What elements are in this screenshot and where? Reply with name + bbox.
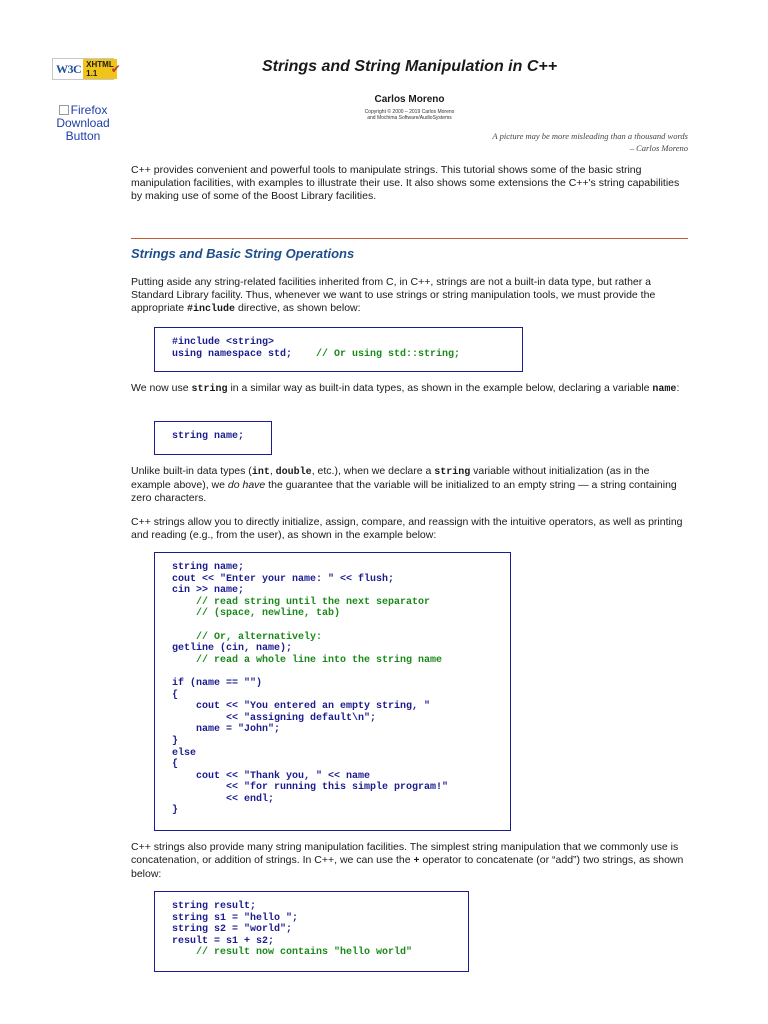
p5-text-after: operator to concatenate (or “add”) two strings, as shown below: [131, 854, 684, 880]
code-line [172, 690, 494, 702]
xhtml-version: 1.1 [86, 69, 98, 78]
epigraph-quote: A picture may be more misleading than a thousand words [492, 131, 688, 141]
p5-text-before: C++ strings also provide many string manipulation facilities. The simplest string manipulation that we commonly use is concatenation, or addition of strings. In C++, we can use the [131, 841, 679, 866]
code-line [172, 620, 494, 632]
p3-inline-code-int: int [251, 467, 270, 478]
code-comment: // result now contains "hello world" [196, 947, 413, 959]
code-line [172, 337, 506, 349]
code-line [172, 632, 494, 644]
code-text: getline (cin, name); [172, 643, 293, 655]
code-text: cout << "You entered an empty string, " [172, 701, 431, 713]
code-text: name = "John"; [172, 724, 281, 736]
code-text [172, 597, 196, 608]
p2-inline-code-name: name [652, 384, 677, 395]
xhtml-label: XHTML [86, 60, 114, 69]
p3-text-before: Unlike built-in data types ( [131, 465, 252, 477]
epigraph-author: – Carlos Moreno [629, 143, 688, 153]
p1-text-before: Putting aside any string-related facilities inherited from C, in C++, strings are not a built-in data type, but rather a Standard Library facility. Thus, whenever we want to use strings or string manipulation tools, we must provide the appropriate [131, 276, 656, 314]
code-line [172, 597, 494, 609]
section-divider [131, 238, 688, 239]
code-block-io-example [154, 552, 511, 831]
paragraph-concatenation [131, 841, 691, 881]
p2-text-after: : [676, 382, 680, 394]
p2-inline-code-string: string [191, 384, 228, 395]
code-line [172, 349, 506, 361]
code-comment: // Or using std::string; [316, 348, 461, 360]
code-line [172, 655, 494, 667]
code-text: result = s1 + s2; [172, 935, 275, 947]
code-line [172, 713, 494, 725]
copyright-notice [131, 109, 688, 121]
code-line [172, 585, 494, 597]
code-text: cout << "Thank you, " << name [172, 770, 371, 782]
code-line [172, 771, 494, 783]
paragraph-operators: C++ strings allow you to directly initialize, assign, compare, and reassign with the intuitive operators, as well as printing and reading (e.g., from the user), as shown in the example below: [131, 516, 683, 541]
code-block-include [154, 327, 523, 372]
page-title: Strings and String Manipulation in C++ [261, 58, 558, 75]
section-heading: Strings and Basic String Operations [131, 246, 355, 261]
code-line [172, 901, 452, 913]
intro-paragraph: C++ provides convenient and powerful tools to manipulate strings. This tutorial shows some of the basic string manipulation facilities, with examples to illustrate their use. It also shows some extensions the C++'s string capabilities by making use of some of the Boost Library facilities. [131, 164, 680, 202]
code-line [172, 794, 494, 806]
code-text: string s1 = "hello "; [172, 912, 299, 924]
code-text: } [172, 805, 179, 817]
code-line [172, 947, 452, 959]
code-comment: // read string until the next separator [196, 596, 431, 608]
code-block-declare [154, 421, 272, 455]
paragraph-declare [131, 382, 691, 396]
code-line [172, 913, 452, 925]
code-text: { [172, 689, 179, 701]
code-block-concatenation [154, 891, 469, 972]
epigraph [400, 130, 688, 154]
p3-text-sep: , [269, 465, 276, 477]
code-line [172, 431, 255, 443]
p3-inline-code-double: double [275, 467, 312, 478]
paragraph-include [131, 276, 691, 316]
p1-text-after: directive, as shown below: [235, 302, 361, 314]
code-text: { [172, 759, 179, 771]
code-text: string result; [172, 901, 257, 912]
code-line [172, 608, 494, 620]
code-comment: // read a whole line into the string name [196, 654, 443, 666]
code-text: using namespace std; [172, 348, 317, 360]
code-line [172, 924, 452, 936]
code-text: else [172, 747, 197, 759]
p3-text-after: the guarantee that the variable will be initialized to an empty string — a string containing zero characters. [131, 479, 677, 504]
code-line [172, 748, 494, 760]
code-comment: // (space, newline, tab) [196, 608, 341, 620]
firefox-download-button[interactable] [52, 104, 114, 143]
code-text: << "for running this simple program!" [172, 782, 449, 794]
code-text: string name; [172, 562, 245, 573]
code-text [172, 947, 196, 958]
paragraph-initialization [131, 465, 691, 505]
code-text: cout << "Enter your name: " << flush; [172, 573, 395, 585]
author-name: Carlos Moreno [374, 94, 445, 105]
code-text [172, 608, 196, 619]
code-line [172, 562, 494, 574]
code-comment: // Or, alternatively: [196, 631, 323, 643]
broken-image-icon [59, 105, 69, 115]
code-line [172, 759, 494, 771]
code-text [172, 632, 196, 643]
code-text: } [172, 735, 179, 747]
code-text: #include <string> [172, 337, 275, 348]
copyright-line-2: and Mochima Software/AudioSystems [367, 115, 452, 121]
code-text [172, 655, 196, 666]
p1-inline-code: #include [187, 304, 236, 315]
w3c-xhtml-badge[interactable] [52, 58, 121, 80]
code-text: cin >> name; [172, 585, 245, 597]
code-text: if (name == "") [172, 677, 263, 689]
checkmark-icon: ✔ [110, 62, 121, 76]
code-line [172, 678, 494, 690]
code-line [172, 666, 494, 678]
code-line [172, 805, 494, 817]
p2-text-before: We now use [131, 382, 192, 394]
copyright-line-1: Copyright © 2000 – 2019 Carlos Moreno [364, 109, 455, 115]
code-text: string s2 = "world"; [172, 924, 293, 936]
code-line [172, 936, 452, 948]
p3-emphasis: do have [227, 479, 266, 491]
code-line [172, 724, 494, 736]
code-line [172, 574, 494, 586]
code-text: << "assigning default\n"; [172, 712, 377, 724]
code-line [172, 701, 494, 713]
firefox-download-alt-text: Firefox Download Button [56, 103, 110, 143]
code-text: string name; [172, 431, 245, 442]
code-line [172, 736, 494, 748]
code-text: << endl; [172, 793, 275, 805]
p3-inline-code-string: string [434, 467, 471, 478]
p2-text-mid: in a similar way as built-in data types, as shown in the example below, declaring a variable [227, 382, 653, 394]
code-line [172, 643, 494, 655]
p3-text-mid1: , etc.), when we declare a [311, 465, 435, 477]
w3c-logo-text: W3C [56, 61, 82, 76]
code-line [172, 782, 494, 794]
p3-text-mid2: variable without initialization (as in the example above), we [131, 465, 650, 491]
p5-inline-code-plus: + [413, 856, 420, 867]
